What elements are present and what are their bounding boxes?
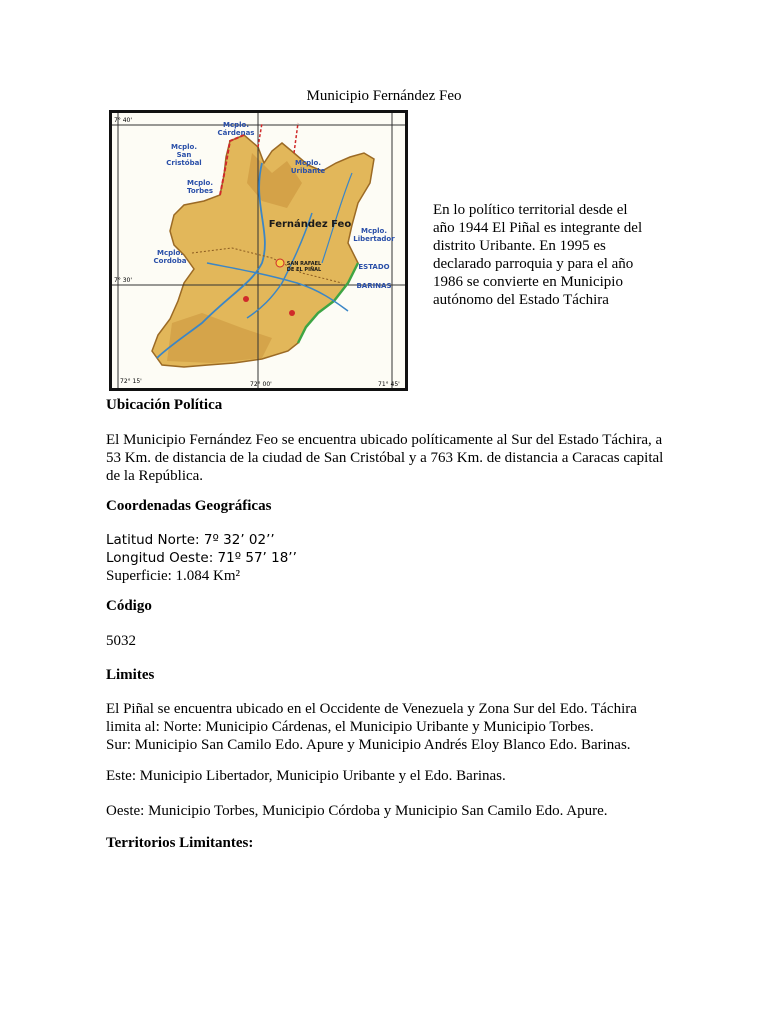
label-barinas: BARINAS [356,282,392,290]
label-san-cristobal-2: San [176,151,192,159]
limites-oeste: Oeste: Municipio Torbes, Municipio Córdoba y Municipio San Camilo Edo. Apure. [106,803,608,819]
limites-norte: El Piñal se encuentra ubicado en el Occidente de Venezuela y Zona Sur del Edo. Táchira limita al: Norte: Municipio Cárdenas, el Municipio Uribante y Municipio Torbes. [106,701,637,735]
latitude: Latitud Norte: 7º 32’ 02’’ [106,532,275,548]
label-el-pinal: DE EL PIÑAL [286,267,322,273]
limites-text [106,700,662,754]
coord-label: 71° 45' [378,381,400,388]
label-uribante-2: Uribante [290,167,326,175]
municipality-map [109,110,408,391]
coord-label: 72° 15' [120,378,142,385]
limites-sur: Sur: Municipio San Camilo Edo. Apure y Municipio Andrés Eloy Blanco Edo. Barinas. [106,737,631,753]
limites-este: Este: Municipio Libertador, Municipio Uribante y el Edo. Barinas. [106,768,506,784]
label-cardenas-name: Cárdenas [217,129,255,137]
label-cordoba: Mcplo. [157,249,183,257]
label-san-rafael: SAN RAFAEL [286,261,322,267]
heading-territorios: Territorios Limitantes: [106,835,254,851]
label-cordoba-2: Cordoba [153,257,187,265]
town-marker [289,310,295,316]
label-san-cristobal-3: Cristóbal [166,159,202,167]
coord-label: 7° 30' [114,277,133,284]
codigo-value: 5032 [106,633,136,649]
label-torbes: Mcplo. [187,179,213,187]
page-title: Municipio Fernández Feo [306,88,462,104]
coord-label: 7° 40' [114,117,133,124]
coord-label: 72° 00' [250,381,272,388]
town-marker [243,296,249,302]
heading-coordenadas: Coordenadas Geográficas [106,498,272,514]
label-estado: ESTADO [358,263,390,271]
label-torbes-2: Torbes [186,187,214,195]
label-uribante: Mcplo. [295,159,321,167]
label-libertador-2: Libertador [353,235,395,243]
town-marker [276,259,284,267]
heading-limites: Limites [106,667,155,683]
surface-area: Superficie: 1.084 Km² [106,568,241,584]
label-cardenas: Mcplo. [223,121,249,129]
heading-codigo: Código [106,598,152,614]
label-fernandez-feo: Fernández Feo [268,219,352,230]
coordinates-block [106,531,666,585]
label-san-cristobal: Mcplo. [171,143,197,151]
ubicacion-text: El Municipio Fernández Feo se encuentra ubicado políticamente al Sur del Estado Táchira, a 53 Km. de distancia de la ciudad de San Cristóbal y a 763 Km. de distancia a Caracas capital de la República. [106,432,664,484]
heading-ubicacion: Ubicación Política [106,397,223,413]
label-libertador: Mcplo. [361,227,387,235]
longitude: Longitud Oeste: 71º 57’ 18’’ [106,550,297,566]
intro-paragraph: En lo político territorial desde el año 1944 El Piñal es integrante del distrito Uribante. En 1995 es declarado parroquia y para el año 1986 se convierte en Municipio autónomo del Estado Táchira [433,202,643,308]
